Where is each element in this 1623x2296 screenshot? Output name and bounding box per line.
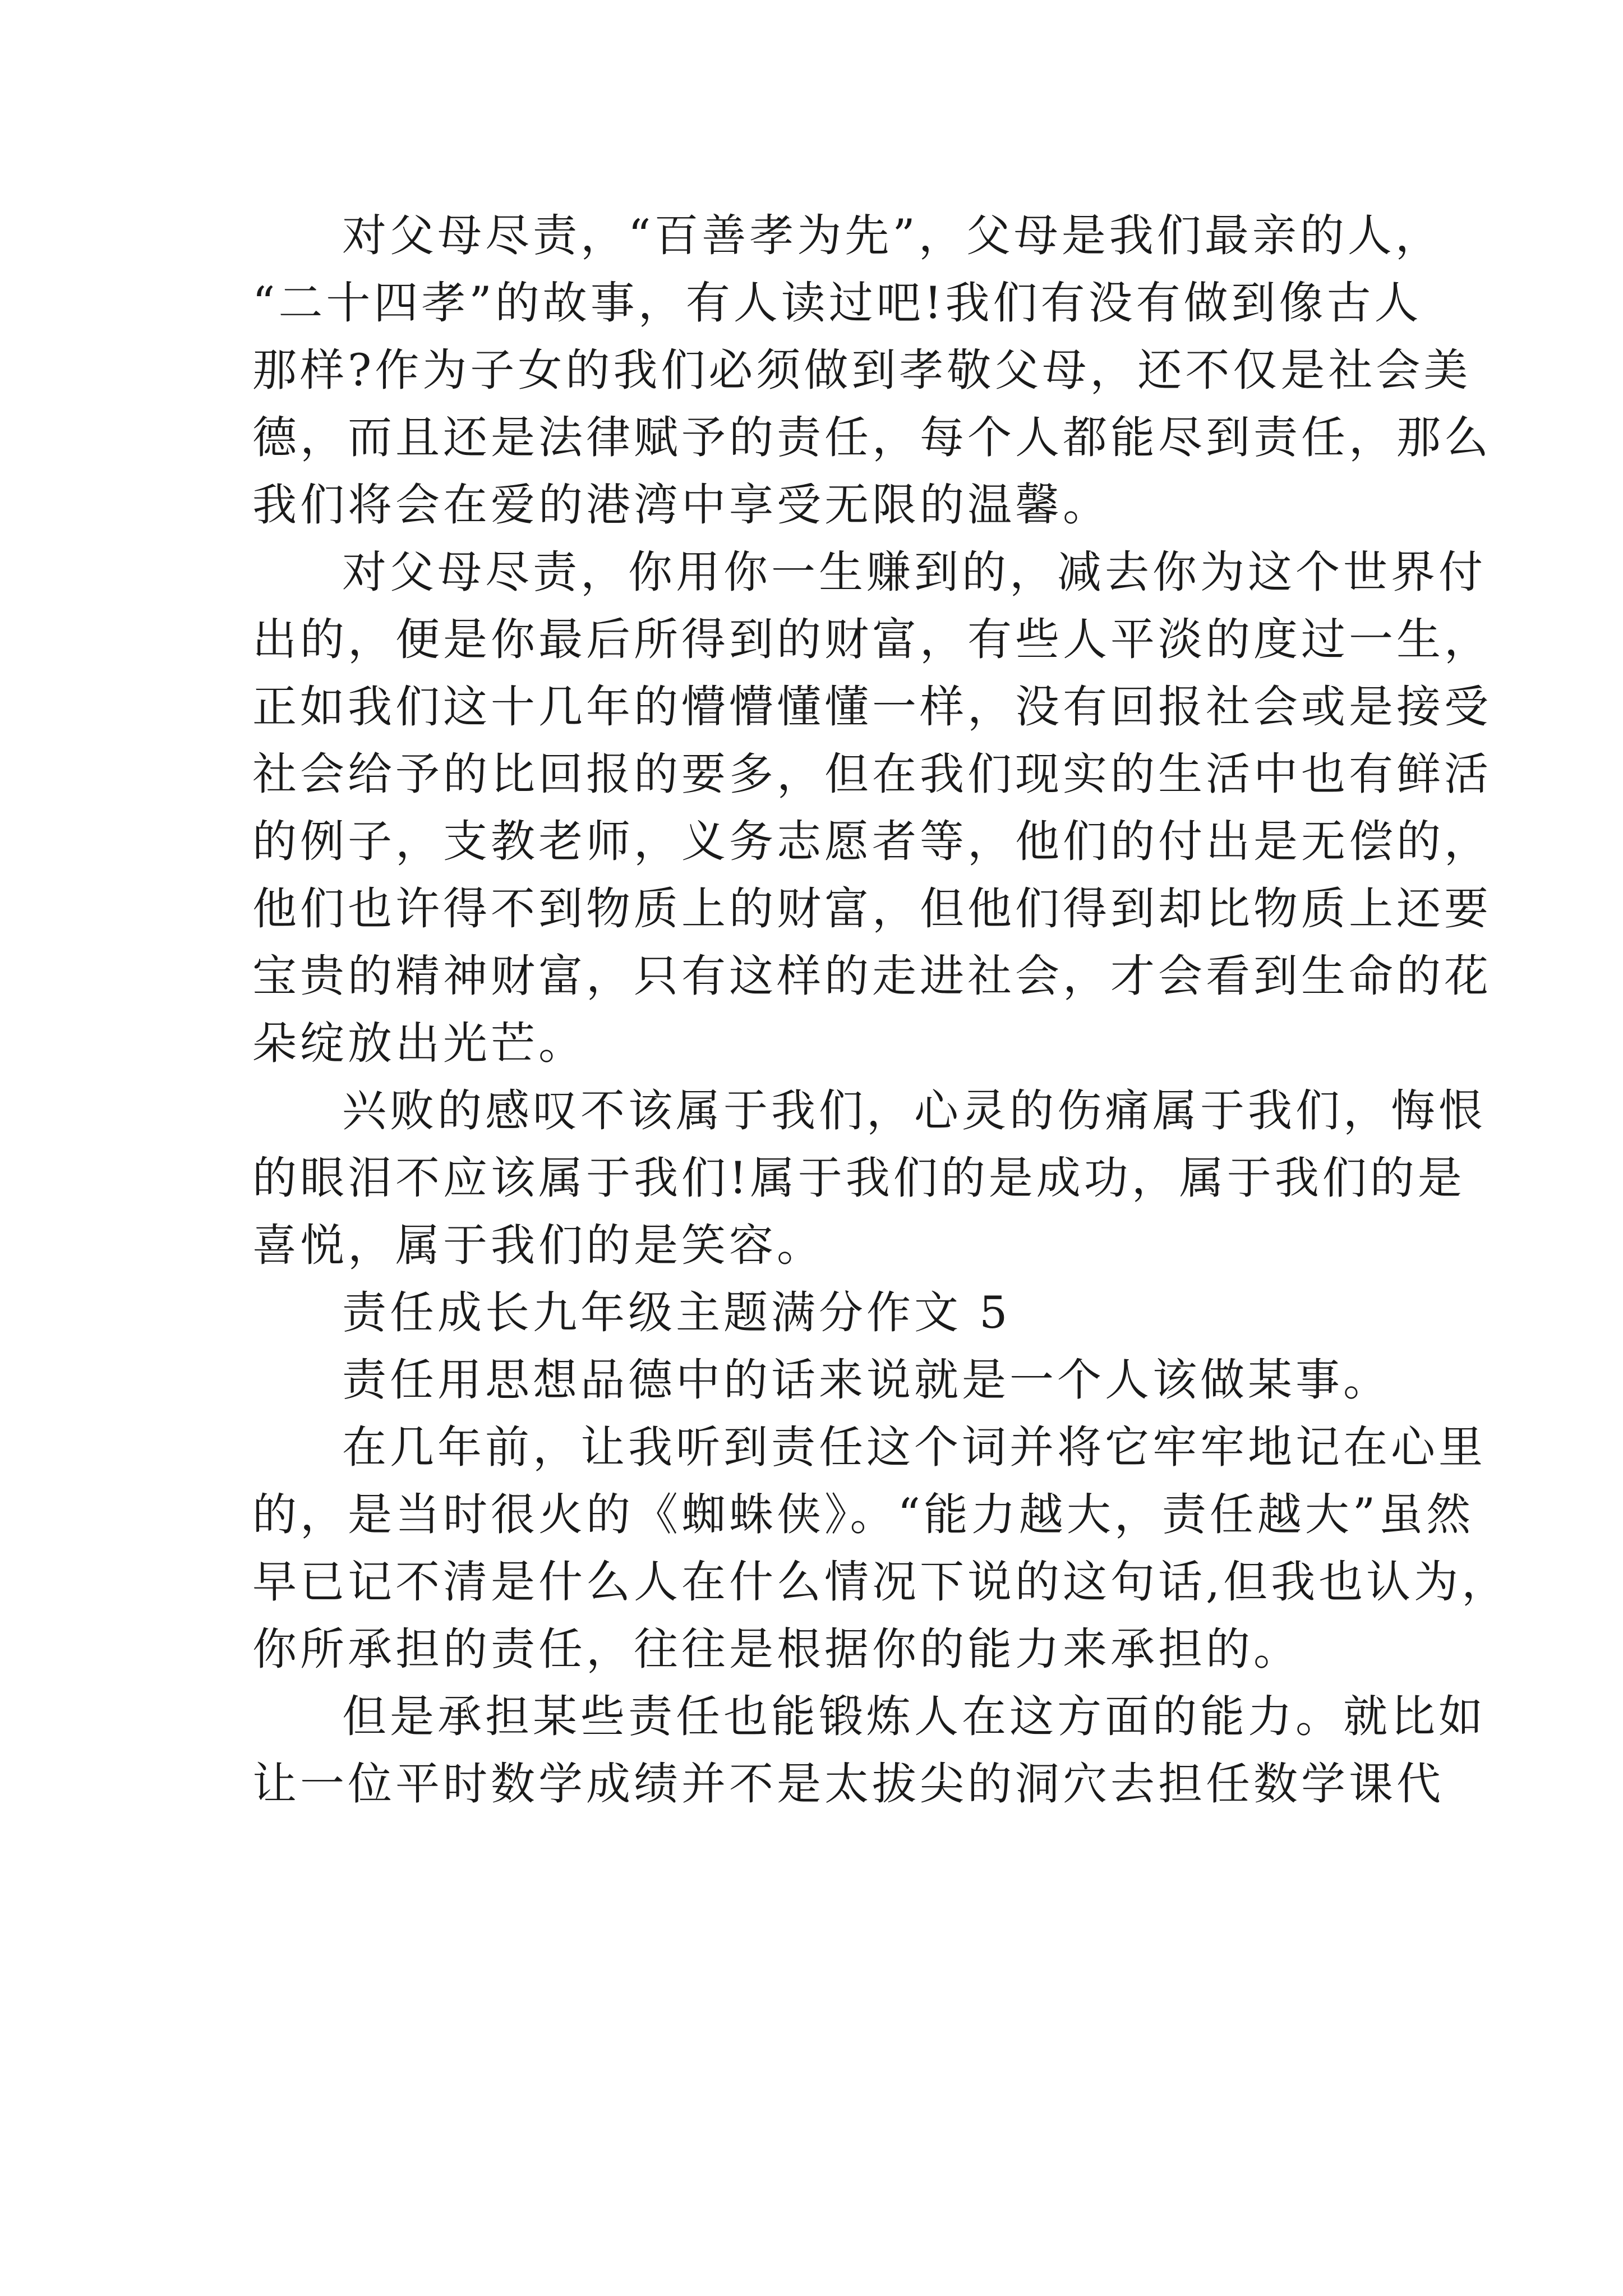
text-line: 那样?作为子女的我们必须做到孝敬父母，还不仅是社会美 xyxy=(252,344,1472,396)
text-line: 早已记不清是什么人在什么情况下说的这句话,但我也认为， xyxy=(252,1556,1510,1608)
text-line: 社会给予的比回报的要多，但在我们现实的生活中也有鲜活 xyxy=(252,748,1492,800)
text-line: 的眼泪不应该属于我们!属于我们的是成功，属于我们的是 xyxy=(252,1152,1465,1204)
essay-text xyxy=(252,202,1510,1818)
text-line: 德，而且还是法律赋予的责任，每个人都能尽到责任，那么 xyxy=(252,412,1492,463)
text-line: 让一位平时数学成绩并不是太拔尖的洞穴去担任数学课代 xyxy=(252,1758,1444,1810)
text-line: 朵绽放出光芒。 xyxy=(252,1018,586,1069)
text-line: 对父母尽责，“百善孝为先”，父母是我们最亲的人， xyxy=(342,210,1443,261)
text-line: 喜悦，属于我们的是笑容。 xyxy=(252,1220,824,1271)
text-line: 出的，便是你最后所得到的财富，有些人平淡的度过一生， xyxy=(252,614,1492,665)
text-line: “二十四孝”的故事，有人读过吧!我们有没有做到像古人 xyxy=(252,277,1422,329)
text-line: 正如我们这十几年的懵懵懂懂一样，没有回报社会或是接受 xyxy=(252,681,1492,733)
text-line: 宝贵的精神财富，只有这样的走进社会，才会看到生命的花 xyxy=(252,950,1492,1002)
text-line: 兴败的感叹不该属于我们，心灵的伤痛属于我们，悔恨 xyxy=(342,1085,1486,1137)
text-line: 的，是当时很火的《蜘蛛侠》。“能力越大，责任越大”虽然 xyxy=(252,1489,1474,1540)
text-line: 在几年前，让我听到责任这个词并将它牢牢地记在心里 xyxy=(342,1421,1486,1473)
text-line: 他们也许得不到物质上的财富，但他们得到却比物质上还要 xyxy=(252,883,1492,935)
text-line: 我们将会在爱的港湾中享受无限的温馨。 xyxy=(252,479,1110,531)
text-line: 但是承担某些责任也能锻炼人在这方面的能力。就比如 xyxy=(342,1691,1486,1742)
section-heading: 责任成长九年级主题满分作文 5 xyxy=(342,1287,1011,1338)
text-line: 对父母尽责，你用你一生赚到的，减去你为这个世界付 xyxy=(342,546,1486,598)
text-line: 你所承担的责任，往往是根据你的能力来承担的。 xyxy=(252,1623,1301,1675)
text-line: 责任用思想品德中的话来说就是一个人该做某事。 xyxy=(342,1354,1391,1406)
text-line: 的例子，支教老师，义务志愿者等，他们的付出是无偿的， xyxy=(252,816,1492,867)
